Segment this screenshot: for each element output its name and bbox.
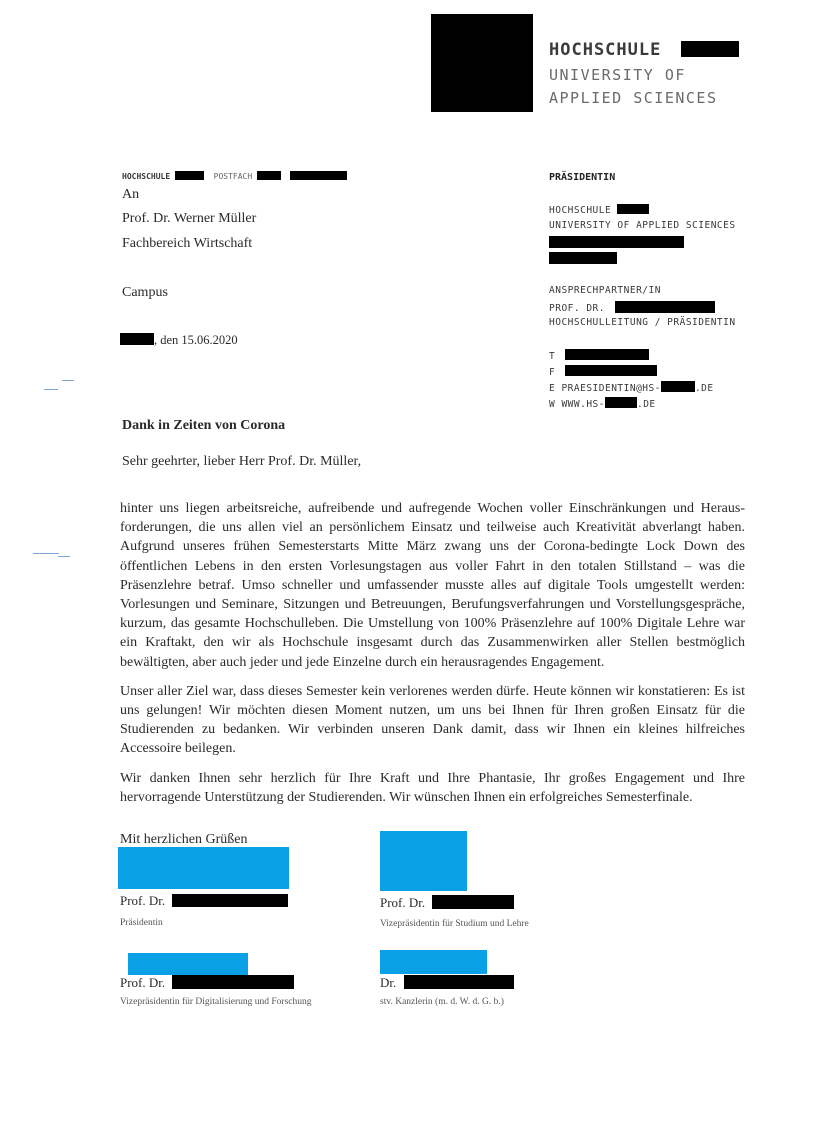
signature-4-role: stv. Kanzlerin (m. d. W. d. G. b.) [380,997,504,1007]
signature-image [118,847,289,889]
recipient-name: Prof. Dr. Werner Müller [122,211,257,226]
sidebar-org-1-text: HOCHSCHULE [549,205,612,216]
redaction [549,252,617,264]
salutation: Sehr geehrter, lieber Herr Prof. Dr. Müller, [122,454,362,469]
sidebar-email [549,381,714,394]
sidebar-contact-name-text: PROF. DR. [549,303,605,314]
redaction [549,236,684,248]
sidebar-fax [549,365,657,378]
redaction [605,397,637,408]
recipient-to: An [122,187,140,202]
signature-image [128,953,248,975]
scan-mark [44,389,58,390]
paragraph-2: Unser aller Ziel war, dass dieses Semester kein verlorenes werden dürfe. Heute können wir konstatieren: Es ist uns gelungen! Wir möchten diesen Moment nutzen, um uns bei Ihnen für Ihren großen Einsatz für die Studierenden zu bedanken. Wir verbinden unseren Dank damit, dass wir Ihnen ein kleines hilfreiches Accessoire beilegen. [120,683,745,757]
logo-redacted [431,14,533,112]
web-prefix: W WWW.HS- [549,399,605,410]
signature-4-name [380,975,514,991]
redaction [432,895,514,909]
fax-label: F [549,367,556,378]
redaction [681,41,739,57]
redaction [615,301,715,313]
paragraph-1: hinter uns liegen arbeitsreiche, aufreibende und aufregende Wochen voller Einschränkungen und Heraus-forderungen, die uns allen viel an persönlichem Einsatz und teilweise auch Kreativität abverlangt haben. Aufgrund unseres frühen Semesterstarts Mitte März zwang uns der Corona-bedingte Lock Down des öffentlichen Lebens in den ersten Vorlesungstagen aus voller Fahrt in den totalen Stillstand – was die Präsenzlehre betraf. Umso schneller und umfassender musste alles auf digitale Tools umgestellt werden: Vorlesungen und Seminare, Sitzungen und Betreuungen, Berufungsverfahrungen und Vorstellungsgespräche, kurzum, das gesamte Hochschulleben. Die Umstellung von 100% Präsenzlehre auf 100% Digitale Lehre war ein Kraftakt, den wir als Hochschule insgesamt durch das Zusammenwirken aller Stellen bestmöglich bewältigten, aber auch jeder und jede Einzelne durch ein herausragendes Engagement. [120,501,745,670]
redaction [617,204,649,214]
letter-body [120,499,745,817]
recipient-location: Campus [122,285,168,300]
redaction [172,894,288,907]
scan-mark [33,553,59,554]
redaction [257,171,281,180]
redaction [290,171,347,180]
sidebar-org-1 [549,204,649,216]
web-suffix: .DE [636,399,656,410]
signature-3-title: Prof. Dr. [120,975,166,990]
signature-image [380,950,487,974]
redaction [661,381,695,392]
letterhead-line-2: UNIVERSITY OF [549,66,686,84]
signature-3-role: Vizepräsidentin für Digitalisierung und Forschung [120,997,312,1007]
redaction [565,349,649,360]
letterhead-line-3: APPLIED SCIENCES [549,89,718,107]
signature-1-role: Präsidentin [120,918,163,928]
sidebar-org-2: UNIVERSITY OF APPLIED SCIENCES [549,220,736,231]
sender-postfach: POSTFACH [213,172,253,181]
date-line [120,333,238,348]
signature-1-title: Prof. Dr. [120,893,166,908]
signature-2-title: Prof. Dr. [380,895,426,910]
letterhead-line-1: HOCHSCHULE [549,40,662,60]
scan-mark [58,556,70,557]
signature-4-title: Dr. [380,975,397,990]
email-suffix: .DE [694,383,714,394]
signature-2-name [380,895,514,911]
sidebar-web [549,397,656,410]
sidebar-contact-name [549,301,715,314]
tel-label: T [549,351,556,362]
date-text: , den 15.06.2020 [154,333,238,347]
sidebar-tel [549,349,649,362]
recipient-department: Fachbereich Wirtschaft [122,236,253,251]
signature-3-name [120,975,294,991]
closing: Mit herzlichen Grüßen [120,832,248,847]
letterhead-title [549,40,739,60]
scan-mark [62,380,74,381]
redaction [404,975,514,989]
redaction [172,975,294,989]
signature-2-role: Vizepräsidentin für Studium und Lehre [380,919,529,929]
redaction [175,171,204,180]
redaction [565,365,657,376]
email-prefix: E PRAESIDENTIN@HS- [549,383,661,394]
sidebar-title: PRÄSIDENTIN [549,172,616,183]
sender-line [122,171,347,181]
signature-image [380,831,467,891]
sidebar-contact-role: HOCHSCHULLEITUNG / PRÄSIDENTIN [549,317,736,328]
sender-institution: HOCHSCHULE [122,172,171,181]
redaction [120,333,154,345]
signature-1-name [120,893,288,909]
subject: Dank in Zeiten von Corona [122,418,286,433]
paragraph-3: Wir danken Ihnen sehr herzlich für Ihre Kraft und Ihre Phantasie, Ihr großes Engagement und Ihre hervorragende Unterstützung der Studierenden. Wir wünschen Ihnen ein erfolgreiches Semesterfinale. [120,770,745,805]
sidebar-contact-label: ANSPRECHPARTNER/IN [549,285,661,296]
